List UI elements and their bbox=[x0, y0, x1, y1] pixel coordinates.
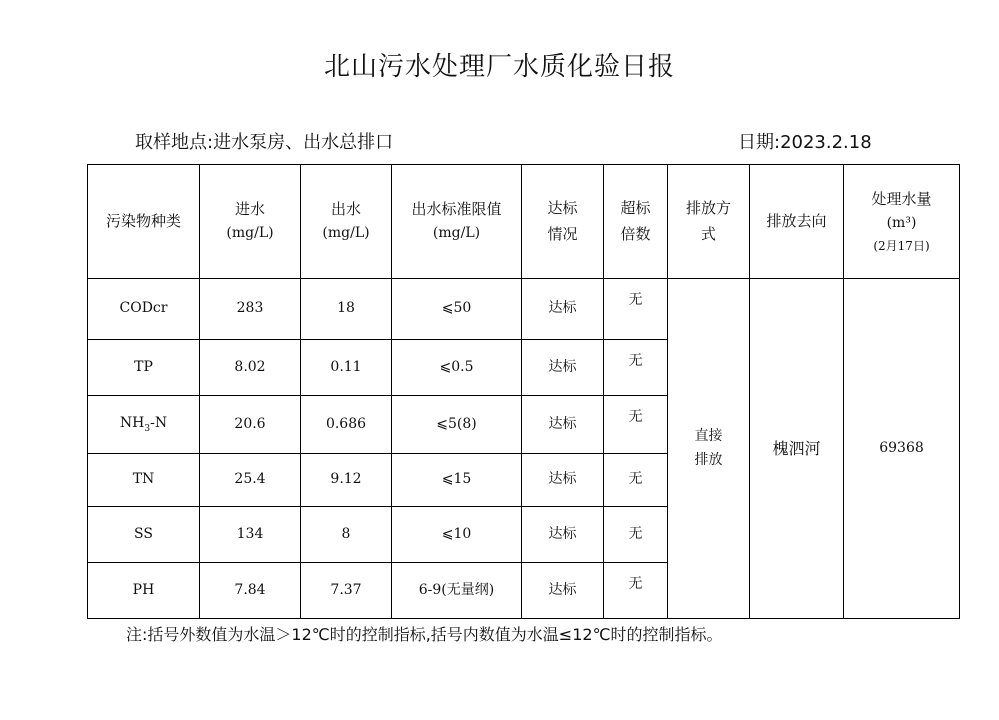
header-volume-label: 处理水量 bbox=[871, 189, 932, 208]
exceed-value: 无 bbox=[604, 563, 668, 619]
header-method-line2: 式 bbox=[700, 224, 716, 243]
date-label: 日期: bbox=[738, 132, 781, 153]
header-outflow-unit: (mg/L) bbox=[322, 225, 370, 242]
pollutant-name: SS bbox=[88, 507, 200, 563]
status-value: 达标 bbox=[522, 507, 604, 563]
exceed-value: 无 bbox=[604, 279, 668, 340]
header-volume-unit: (m³) bbox=[886, 215, 917, 232]
limit-value: ⩽15 bbox=[392, 454, 522, 507]
inflow-value: 20.6 bbox=[200, 396, 301, 454]
header-status bbox=[522, 165, 604, 279]
header-volume bbox=[844, 165, 960, 279]
sampling-value: 进水泵房、出水总排口 bbox=[213, 132, 394, 153]
header-limit bbox=[392, 165, 522, 279]
inflow-value: 8.02 bbox=[200, 340, 301, 396]
header-inflow-label: 进水 bbox=[234, 199, 265, 218]
exceed-value: 无 bbox=[604, 507, 668, 563]
limit-value: ⩽5(8) bbox=[392, 396, 522, 454]
outflow-value: 9.12 bbox=[301, 454, 392, 507]
water-quality-table bbox=[87, 164, 960, 619]
status-value: 达标 bbox=[522, 340, 604, 396]
inflow-value: 283 bbox=[200, 279, 301, 340]
exceed-value: 无 bbox=[604, 340, 668, 396]
date-value: 2023.2.18 bbox=[780, 132, 872, 153]
outflow-value: 7.37 bbox=[301, 563, 392, 619]
status-value: 达标 bbox=[522, 279, 604, 340]
exceed-value: 无 bbox=[604, 396, 668, 454]
inflow-value: 7.84 bbox=[200, 563, 301, 619]
limit-value: 6-9(无量纲) bbox=[392, 563, 522, 619]
pollutant-name: PH bbox=[88, 563, 200, 619]
header-volume-date: (2月17日) bbox=[873, 238, 930, 253]
outflow-value: 0.11 bbox=[301, 340, 392, 396]
inflow-value: 134 bbox=[200, 507, 301, 563]
pollutant-name: CODcr bbox=[88, 279, 200, 340]
header-method bbox=[668, 165, 750, 279]
pollutant-name-main: NH bbox=[119, 414, 145, 431]
header-limit-unit: (mg/L) bbox=[432, 225, 481, 242]
header-pollutant: 污染物种类 bbox=[88, 165, 200, 279]
footnote: 注:括号外数值为水温＞12℃时的控制指标,括号内数值为水温≤12℃时的控制指标。 bbox=[126, 625, 723, 644]
header-inflow-unit: (mg/L) bbox=[226, 225, 274, 242]
header-status-line2: 情况 bbox=[547, 224, 578, 243]
inflow-value: 25.4 bbox=[200, 454, 301, 507]
report-date bbox=[738, 128, 872, 154]
pollutant-name: TP bbox=[88, 340, 200, 396]
discharge-method-line2: 排放 bbox=[694, 451, 723, 468]
header-exceed bbox=[604, 165, 668, 279]
header-row bbox=[88, 165, 960, 279]
header-exceed-line2: 倍数 bbox=[620, 224, 651, 243]
sampling-location bbox=[135, 128, 393, 154]
header-method-line1: 排放方 bbox=[685, 199, 731, 217]
header-outflow bbox=[301, 165, 392, 279]
pollutant-name bbox=[88, 396, 200, 454]
discharge-method bbox=[668, 279, 750, 619]
limit-value: ⩽0.5 bbox=[392, 340, 522, 396]
status-value: 达标 bbox=[522, 396, 604, 454]
pollutant-name: TN bbox=[88, 454, 200, 507]
treated-volume: 69368 bbox=[844, 279, 960, 619]
limit-value: ⩽50 bbox=[392, 279, 522, 340]
header-inflow bbox=[200, 165, 301, 279]
discharge-destination: 槐泗河 bbox=[750, 279, 844, 619]
pollutant-name-suffix: -N bbox=[150, 414, 168, 431]
header-outflow-label: 出水 bbox=[330, 199, 361, 218]
header-exceed-line1: 超标 bbox=[620, 199, 651, 217]
sampling-label: 取样地点: bbox=[135, 132, 214, 153]
table-row bbox=[88, 279, 960, 340]
discharge-method-line1: 直接 bbox=[694, 427, 723, 444]
header-status-line1: 达标 bbox=[547, 199, 578, 217]
pollutant-name-subscript: 3 bbox=[144, 423, 151, 434]
header-destination: 排放去向 bbox=[750, 165, 844, 279]
header-limit-label: 出水标准限值 bbox=[411, 199, 502, 218]
exceed-value: 无 bbox=[604, 454, 668, 507]
page-title: 北山污水处理厂水质化验日报 bbox=[323, 52, 675, 82]
status-value: 达标 bbox=[522, 454, 604, 507]
outflow-value: 0.686 bbox=[301, 396, 392, 454]
status-value: 达标 bbox=[522, 563, 604, 619]
outflow-value: 18 bbox=[301, 279, 392, 340]
limit-value: ⩽10 bbox=[392, 507, 522, 563]
outflow-value: 8 bbox=[301, 507, 392, 563]
